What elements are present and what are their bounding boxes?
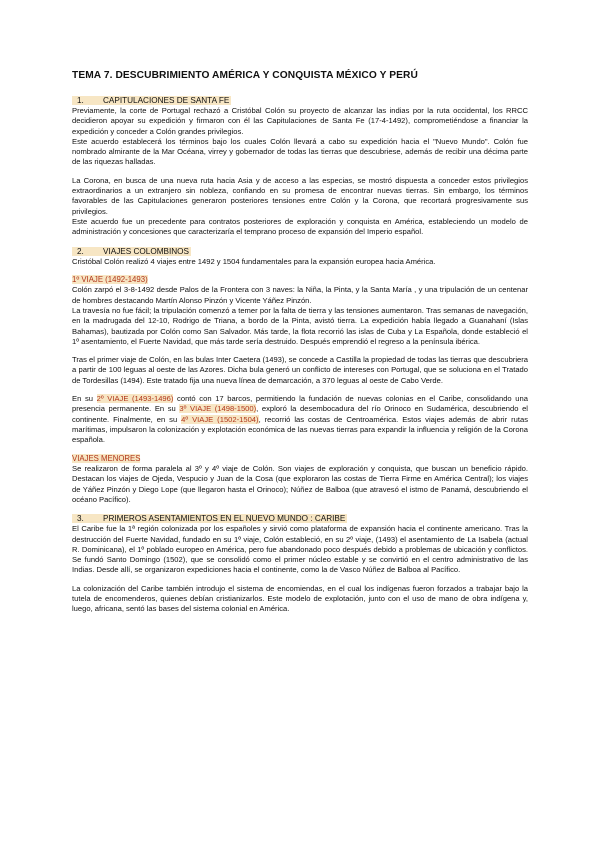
viaje-1-paragraph-3: Tras el primer viaje de Colón, en las bulas Inter Caetera (1493), se concede a Castilla la propiedad de todas las tierras que descubriera a partir de 100 leguas al oeste de las Azores. Dicha bula generó un conflicto de intereses con Portugal, que se soluciona en el Tratado de Tordesillas (1494). Este tratado fija una nueva línea de demarcación, a 370 leguas al oeste de Cabo Verde. xyxy=(72,355,528,385)
section-3-number: 3. xyxy=(77,514,84,524)
section-1-number: 1. xyxy=(77,96,84,105)
section-2-number: 2. xyxy=(77,246,84,256)
document-title: TEMA 7. DESCUBRIMIENTO AMÉRICA Y CONQUISTA MÉXICO Y PERÚ xyxy=(72,70,418,81)
viaje-3-title: 3º VIAJE (1498-1500) xyxy=(179,404,257,414)
section-1-paragraph-4: Este acuerdo fue un precedente para contratos posteriores de exploración y conquista en América, estableciendo un modelo de administración y concesiones que caracterizaría el temprano proceso de expansión del Imperio español. xyxy=(72,216,528,237)
section-2-heading xyxy=(72,246,528,257)
section-2-title: VIAJES COLOMBINOS xyxy=(103,246,189,256)
viaje-1-heading xyxy=(72,275,528,286)
section-1-heading xyxy=(72,95,528,106)
section-1-paragraph-3: La Corona, en busca de una nueva ruta hacia Asia y de acceso a las especias, se mostró dispuesta a conceder estos privilegios extraordinarios a un extranjero sin nobleza, confiando en su promesa de encontrar nuevas tierras. Sin embargo, los términos favorables de las Capitulaciones generaron posteriores tensiones entre Colón y la Corona, que recortará progresivamente sus privilegios. xyxy=(72,175,528,216)
viajes-menores-title: VIAJES MENORES xyxy=(72,453,141,463)
section-3-heading xyxy=(72,513,528,524)
section-1-paragraph-2: Este acuerdo establecerá los términos bajo los cuales Colón llevará a cabo su expedición hacia el "Nuevo Mundo". Colón fue nombrado almirante de la Mar Océana, virrey y gobernador de todas las tierras que descubriese, además de recibir una décima parte de las riquezas halladas. xyxy=(72,136,528,167)
viajes-text-c: , exploró la desembocadura del río Orinoco en Sudamérica, descubriendo el continente. Finalmente, en su xyxy=(72,404,528,424)
viaje-1-title: 1º VIAJE (1492-1493) xyxy=(72,274,148,284)
viaje-1-paragraph-2: La travesía no fue fácil; la tripulación comenzó a temer por la falta de tierra y las tensiones aumentaron. Tras semanas de navegación, en la madrugada del 12-10, Rodrigo de Triana, a bordo de la Pinta, avistó tierra. La expedición había llegado a Guanahaní (Islas Bahamas), bautizada por Colón como San Salvador. Más tarde, la flota recorrió las islas de Cuba y La Española, donde estableció el 1º asentamiento, el Fuerte Navidad, que más tarde sería destruido. Después emprendió el regreso a la península ibérica. xyxy=(72,305,528,346)
viajes-text-a: En su xyxy=(72,394,97,404)
section-3-paragraph-1: El Caribe fue la 1ª región colonizada por los españoles y sirvió como plataforma de expansión hacia el continente americano. Tras la destrucción del Fuerte Navidad, fundado en su 1º viaje, Colón estableció, en su 2º viaje, (1493) el asentamiento de La Isabela (actual R. Dominicana), el 1º poblado europeo en América, pero fue abandonado poco después debido a problemas de ubicación y conflictos. Se fundó Santo Domingo (1502), que se consolidó como el primer núcleo estable y se convirtió en el centro administrativo de las Indias. Desde allí, se organizaron expediciones hacia el continente, como la de Vasco Núñez de Balboa al Pacífico. xyxy=(72,524,528,575)
section-3-title: PRIMEROS ASENTAMIENTOS EN EL NUEVO MUNDO : CARIBE xyxy=(103,514,346,524)
section-1-title: CAPITULACIONES DE SANTA FE xyxy=(103,96,230,105)
viajes-text-d: , recorrió las costas de Centroamérica. Estos viajes además de abrir rutas marítimas, impulsaron la colonización y explotación económica de las nuevas tierras para expandir la influencia y religión de la Corona española. xyxy=(72,414,528,445)
section-1-paragraph-1: Previamente, la corte de Portugal rechazó a Cristóbal Colón su proyecto de alcanzar las indias por la ruta occidental, los RRCC decidieron apoyar su expedición y firmaron con él las Capitulaciones de Santa Fe (17-4-1492), comprometiéndose a financiar la expedición y conceder a Colón grandes privilegios. xyxy=(72,106,528,136)
viajes-menores-heading xyxy=(72,454,528,465)
viaje-4-title: 4º VIAJE (1502-1504) xyxy=(181,414,259,424)
viajes-2-4-paragraph xyxy=(72,394,528,445)
section-3-paragraph-2: La colonización del Caribe también introdujo el sistema de encomiendas, en el cual los indígenas fueron forzados a trabajar bajo la tutela de encomenderos, quienes debían cristianizarlos. Este modelo de explotación, junto con el uso de mano de obra indígena y, luego, africana, sentó las bases del sistema colonial en América. xyxy=(72,583,528,614)
viaje-1-paragraph-1: Colón zarpó el 3-8-1492 desde Palos de la Frontera con 3 naves: la Niña, la Pinta, y la Santa María , y una tripulación de un centenar de hombres destacando Martín Alonso Pinzón y Vicente Yáñez Pinzón. xyxy=(72,285,528,305)
viajes-text-b: contó con 17 barcos, permitiendo la fundación de nuevas colonias en el Caribe, consolidando una presencia permanente. En su xyxy=(72,394,528,414)
section-2-intro: Cristóbal Colón realizó 4 viajes entre 1492 y 1504 fundamentales para la expansión europea hacia América. xyxy=(72,256,436,266)
viaje-2-title: 2º VIAJE (1493-1496) xyxy=(96,394,174,404)
document-page xyxy=(72,70,528,615)
viajes-menores-paragraph: Se realizaron de forma paralela al 3º y 4º viaje de Colón. Son viajes de exploración y conquista, que buscan un beneficio rápido. Destacan los viajes de Ojeda, Vespucio y Juan de la Cosa (que exploraron las costas de Tierra Firme en América Central); los viajes de Yáñez Pinzón y Diego Lope (que llegaron hasta el Orinoco); Núñez de Balboa (que atravesó el istmo de Panamá, descubriendo el océano Pacífico). xyxy=(72,464,528,504)
